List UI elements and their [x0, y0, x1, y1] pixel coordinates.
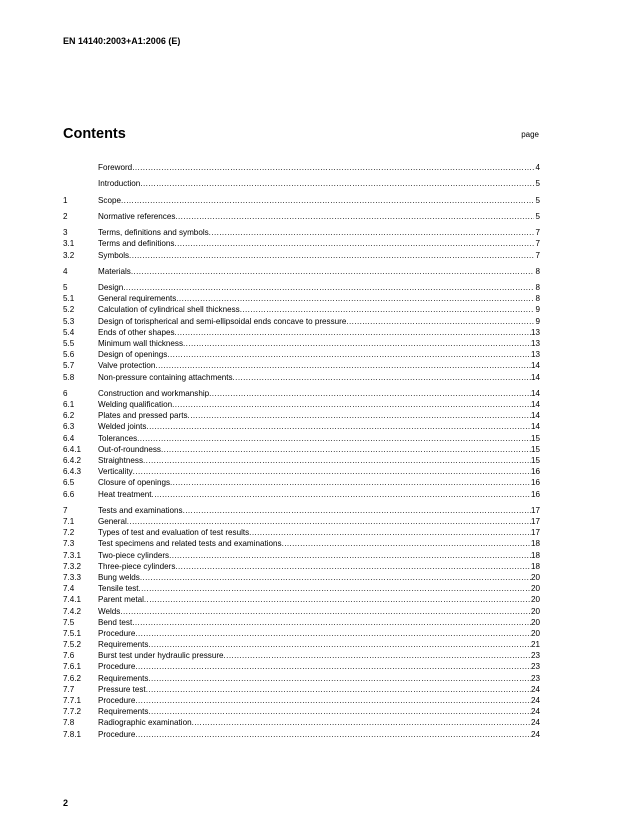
toc-entry-title: Ends of other shapes: [98, 327, 175, 337]
toc-entry-title: Calculation of cylindrical shell thickness: [98, 305, 240, 315]
toc-entry-number: 7.4.1: [63, 595, 82, 605]
toc-entry[interactable]: [63, 628, 540, 639]
toc-entry-number: 5.2: [63, 305, 75, 315]
toc-leader-dots: [137, 433, 531, 444]
toc-entry-page: 7: [535, 250, 540, 260]
toc-entry-page: 24: [530, 684, 540, 694]
toc-entry-title: Symbols: [98, 250, 130, 260]
toc-leader-dots: [175, 327, 531, 338]
toc-entry-title: Design: [98, 283, 124, 293]
toc-leader-dots: [146, 684, 531, 695]
toc-entry-number: 5.5: [63, 339, 75, 348]
toc-entry-number: 3.2: [63, 250, 75, 260]
toc-entry[interactable]: [63, 444, 540, 455]
toc-entry-page: 8: [535, 283, 540, 293]
toc-entry-number: 7.6.1: [63, 662, 82, 672]
toc-entry-page: 23: [530, 673, 540, 683]
toc-entry[interactable]: [63, 349, 540, 360]
toc-entry-title: Two-piece cylinders: [98, 550, 170, 560]
toc-entry[interactable]: [63, 516, 540, 527]
toc-entry-page: 8: [535, 266, 540, 276]
toc-entry-title: Tensile test: [98, 584, 139, 594]
toc-entry-page: 17: [530, 505, 540, 515]
toc-entry-number: 7.4.2: [63, 606, 82, 616]
toc-leader-dots: [148, 639, 531, 650]
toc-entry-number: 5.1: [63, 294, 75, 304]
toc-entry[interactable]: [63, 238, 540, 249]
toc-entry-title: Construction and workmanship: [98, 388, 210, 398]
toc-leader-dots: [169, 550, 531, 561]
toc-leader-dots: [121, 195, 534, 206]
toc-entry-title: Procedure: [98, 729, 136, 739]
toc-entry-title: Procedure: [98, 628, 136, 638]
toc-entry-number: 7.5.2: [63, 640, 82, 650]
toc-entry-number: 7.7.1: [63, 696, 82, 705]
toc-entry[interactable]: [63, 266, 540, 277]
toc-entry-title: Out-of-roundness: [98, 444, 161, 454]
toc-entry-title: Normative references: [98, 211, 176, 221]
toc-entry-page: 5: [535, 211, 540, 221]
toc-leader-dots: [148, 706, 531, 717]
toc-entry-number: 5.4: [63, 327, 75, 337]
toc-leader-dots: [132, 617, 531, 628]
toc-entry-number: 5.3: [63, 316, 75, 326]
toc-entry-page: 24: [530, 718, 540, 728]
toc-entry-title: Scope: [98, 195, 121, 205]
toc-entry[interactable]: [63, 706, 540, 717]
toc-entry[interactable]: [63, 684, 540, 695]
toc-entry-number: 6.4.1: [63, 444, 82, 454]
toc-entry-title: Tests and examinations: [98, 505, 183, 515]
toc-entry-number: 6: [63, 388, 68, 398]
toc-leader-dots: [146, 421, 531, 432]
toc-entry-number: 6.4.3: [63, 467, 82, 477]
toc-entry[interactable]: [63, 717, 540, 728]
toc-leader-dots: [127, 516, 531, 527]
toc-entry-page: 15: [530, 433, 540, 443]
toc-entry-number: 7.6: [63, 651, 75, 661]
toc-entry-page: 17: [530, 517, 540, 526]
toc-entry-title: Three-piece cylinders: [98, 561, 176, 571]
toc-entry[interactable]: [63, 673, 540, 684]
toc-entry-title: Design of torispherical and semi-ellipsoidal ends concave to pressure: [98, 316, 347, 326]
toc-entry-number: 7.1: [63, 517, 75, 526]
toc-entry-page: 14: [530, 388, 540, 398]
toc-entry[interactable]: [63, 729, 540, 740]
toc-entry-page: 15: [530, 455, 540, 465]
toc-entry-page: 24: [530, 729, 540, 739]
toc-entry-title: Terms and definitions: [98, 239, 175, 249]
toc-leader-dots: [143, 455, 531, 466]
toc-entry-page: 17: [530, 528, 540, 538]
toc-entry-page: 16: [530, 489, 540, 499]
toc-entry[interactable]: [63, 372, 540, 383]
toc-entry-number: 7: [63, 505, 68, 515]
toc-leader-dots: [192, 717, 531, 728]
toc-entry-title: Welding qualification: [98, 400, 173, 410]
toc-leader-dots: [249, 527, 531, 538]
toc-entry-title: General: [98, 517, 127, 526]
toc-leader-dots: [132, 162, 534, 173]
toc-entry[interactable]: [63, 195, 540, 206]
toc-entry[interactable]: [63, 421, 540, 432]
toc-entry-title: Welds: [98, 606, 121, 616]
toc-entry-page: 18: [530, 550, 540, 560]
toc-entry-number: 6.5: [63, 478, 75, 488]
toc-entry-page: 5: [535, 179, 540, 189]
toc-entry[interactable]: [63, 489, 540, 500]
toc-entry[interactable]: [63, 410, 540, 421]
toc-entry[interactable]: [63, 466, 540, 477]
toc-leader-dots: [144, 594, 531, 605]
toc-entry-page: 18: [530, 539, 540, 549]
page-column-label: page: [521, 130, 539, 139]
toc-entry-number: 2: [63, 211, 68, 221]
toc-entry[interactable]: [63, 572, 540, 583]
toc-entry-number: 1: [63, 195, 68, 205]
toc-entry-number: 3.1: [63, 239, 75, 249]
toc-entry-page: 20: [530, 595, 540, 605]
toc-entry[interactable]: [63, 583, 540, 594]
toc-entry-number: 7.8: [63, 718, 75, 728]
toc-leader-dots: [140, 178, 534, 189]
toc-entry-number: 7.3: [63, 539, 75, 549]
toc-entry-number: 7.3.1: [63, 550, 82, 560]
toc-entry-page: 16: [530, 478, 540, 488]
toc-entry-page: 15: [530, 444, 540, 454]
toc-entry-number: 6.4.2: [63, 455, 82, 465]
toc-leader-dots: [152, 489, 531, 500]
toc-leader-dots: [282, 538, 531, 549]
toc-entry-page: 14: [530, 411, 540, 421]
toc-entry-page: 9: [535, 305, 540, 315]
toc-entry-number: 7.2: [63, 528, 75, 538]
toc-entry-title: Closure of openings: [98, 478, 170, 488]
toc-entry-title: Radiographic examination: [98, 718, 192, 728]
toc-leader-dots: [233, 372, 531, 383]
toc-leader-dots: [209, 227, 534, 238]
toc-entry-title: Non-pressure containing attachments: [98, 372, 233, 382]
toc-entry-number: 6.6: [63, 489, 75, 499]
toc-leader-dots: [123, 282, 534, 293]
toc-entry[interactable]: [63, 227, 540, 238]
toc-entry-page: 13: [530, 350, 540, 360]
toc-entry-title: Heat treatment: [98, 489, 152, 499]
toc-leader-dots: [129, 250, 534, 261]
toc-entry-title: Plates and pressed parts: [98, 411, 188, 421]
toc-leader-dots: [240, 304, 534, 315]
toc-entry-title: Tolerances: [98, 433, 138, 443]
toc-entry-title: Procedure: [98, 696, 136, 705]
toc-entry[interactable]: [63, 639, 540, 650]
toc-leader-dots: [135, 628, 531, 639]
toc-entry-title: Design of openings: [98, 350, 168, 360]
toc-entry[interactable]: [63, 477, 540, 488]
toc-entry[interactable]: [63, 695, 540, 706]
toc-entry-page: 16: [530, 467, 540, 477]
toc-leader-dots: [140, 572, 531, 583]
toc-entry-number: 7.7: [63, 684, 75, 694]
toc-entry[interactable]: [63, 162, 540, 173]
toc-entry[interactable]: [63, 505, 540, 516]
toc-entry[interactable]: [63, 661, 540, 672]
toc-entry[interactable]: [63, 606, 540, 617]
toc-entry-page: 18: [530, 561, 540, 571]
toc-leader-dots: [135, 661, 531, 672]
toc-entry[interactable]: [63, 282, 540, 293]
toc-entry[interactable]: [63, 338, 540, 349]
toc-entry-page: 24: [530, 707, 540, 717]
toc-entry-page: 5: [535, 195, 540, 205]
toc-entry-page: 24: [530, 696, 540, 705]
toc-leader-dots: [148, 673, 531, 684]
toc-leader-dots: [174, 238, 534, 249]
table-of-contents: [63, 162, 540, 740]
toc-entry-page: 20: [530, 606, 540, 616]
toc-entry[interactable]: [63, 316, 540, 327]
toc-entry-title: Bung welds: [98, 572, 140, 582]
toc-leader-dots: [183, 505, 531, 516]
toc-entry[interactable]: [63, 594, 540, 605]
toc-entry[interactable]: [63, 538, 540, 549]
document-header: EN 14140:2003+A1:2006 (E): [63, 36, 181, 46]
toc-entry-page: 13: [530, 327, 540, 337]
toc-leader-dots: [188, 410, 531, 421]
toc-leader-dots: [131, 266, 534, 277]
toc-leader-dots: [175, 211, 534, 222]
toc-entry-title: Materials: [98, 266, 131, 276]
toc-entry-page: 20: [530, 628, 540, 638]
toc-entry[interactable]: [63, 388, 540, 399]
toc-entry-page: 9: [535, 316, 540, 326]
toc-leader-dots: [224, 650, 531, 661]
toc-entry-number: 7.3.2: [63, 561, 82, 571]
toc-entry-number: 7.3.3: [63, 572, 82, 582]
page-title: Contents: [63, 126, 126, 142]
toc-entry[interactable]: [63, 561, 540, 572]
toc-entry-number: 5.6: [63, 350, 75, 360]
toc-entry-page: 14: [530, 361, 540, 371]
page-number: 2: [63, 798, 69, 808]
toc-entry-title: Requirements: [98, 707, 149, 717]
toc-entry[interactable]: [63, 293, 540, 304]
toc-leader-dots: [135, 729, 531, 740]
toc-entry-page: 20: [530, 617, 540, 627]
toc-entry-page: 20: [530, 584, 540, 594]
toc-entry-title: Welded joints: [98, 422, 147, 432]
toc-entry-title: Foreword: [98, 163, 133, 172]
toc-leader-dots: [176, 293, 534, 304]
toc-entry-page: 14: [530, 422, 540, 432]
toc-entry-title: Requirements: [98, 673, 149, 683]
toc-entry-page: 4: [535, 163, 540, 172]
toc-entry-number: 7.7.2: [63, 707, 82, 717]
toc-leader-dots: [161, 444, 531, 455]
toc-entry[interactable]: [63, 250, 540, 261]
toc-entry-title: Burst test under hydraulic pressure: [98, 651, 224, 661]
toc-entry-page: 7: [535, 239, 540, 249]
toc-entry-page: 13: [530, 339, 540, 348]
toc-entry-page: 14: [530, 372, 540, 382]
toc-leader-dots: [139, 583, 531, 594]
toc-leader-dots: [346, 316, 534, 327]
toc-entry-number: 6.3: [63, 422, 75, 432]
toc-entry-title: Types of test and evaluation of test results: [98, 528, 250, 538]
toc-leader-dots: [209, 388, 531, 399]
toc-entry-number: 6.1: [63, 400, 75, 410]
toc-entry[interactable]: [63, 327, 540, 338]
toc-leader-dots: [155, 360, 531, 371]
toc-entry-page: 20: [530, 572, 540, 582]
toc-entry[interactable]: [63, 650, 540, 661]
toc-entry-number: 7.5.1: [63, 628, 82, 638]
toc-entry-number: 5.8: [63, 372, 75, 382]
toc-entry[interactable]: [63, 433, 540, 444]
toc-leader-dots: [167, 349, 531, 360]
toc-entry-title: Test specimens and related tests and examinations: [98, 539, 282, 549]
toc-entry[interactable]: [63, 399, 540, 410]
toc-leader-dots: [133, 466, 531, 477]
toc-entry-number: 6.4: [63, 433, 75, 443]
toc-entry-title: Requirements: [98, 640, 149, 650]
toc-entry-title: Terms, definitions and symbols: [98, 228, 209, 238]
toc-entry-title: Pressure test: [98, 684, 146, 694]
toc-entry-page: 23: [530, 651, 540, 661]
toc-entry[interactable]: [63, 455, 540, 466]
toc-entry-number: 4: [63, 266, 68, 276]
toc-leader-dots: [170, 477, 531, 488]
toc-entry-title: Bend test: [98, 617, 133, 627]
toc-entry-title: Introduction: [98, 179, 141, 189]
toc-leader-dots: [135, 695, 531, 706]
toc-entry-number: 5.7: [63, 361, 75, 371]
toc-entry-number: 7.6.2: [63, 673, 82, 683]
toc-entry-page: 7: [535, 228, 540, 238]
toc-entry[interactable]: [63, 360, 540, 371]
toc-entry-page: 14: [530, 400, 540, 410]
toc-entry-title: Parent metal: [98, 595, 144, 605]
toc-entry-title: Valve protection: [98, 361, 156, 371]
toc-entry[interactable]: [63, 211, 540, 222]
toc-entry-number: 5: [63, 283, 68, 293]
toc-entry-page: 8: [535, 294, 540, 304]
toc-entry-number: 3: [63, 228, 68, 238]
toc-entry-page: 23: [530, 662, 540, 672]
toc-entry-title: Verticality: [98, 467, 133, 477]
toc-entry-number: 7.8.1: [63, 729, 82, 739]
toc-entry-page: 21: [530, 640, 540, 650]
toc-entry-number: 7.4: [63, 584, 75, 594]
toc-leader-dots: [172, 399, 531, 410]
toc-entry-number: 7.5: [63, 617, 75, 627]
toc-entry[interactable]: [63, 527, 540, 538]
toc-entry[interactable]: [63, 304, 540, 315]
toc-entry[interactable]: [63, 550, 540, 561]
toc-entry-title: Straightness: [98, 455, 143, 465]
toc-entry-number: 6.2: [63, 411, 75, 421]
toc-entry-title: General requirements: [98, 294, 177, 304]
toc-entry-title: Procedure: [98, 662, 136, 672]
toc-entry-title: Minimum wall thickness: [98, 339, 184, 348]
toc-entry[interactable]: [63, 617, 540, 628]
toc-leader-dots: [120, 606, 531, 617]
toc-leader-dots: [175, 561, 531, 572]
toc-leader-dots: [183, 338, 531, 349]
toc-entry[interactable]: [63, 178, 540, 189]
